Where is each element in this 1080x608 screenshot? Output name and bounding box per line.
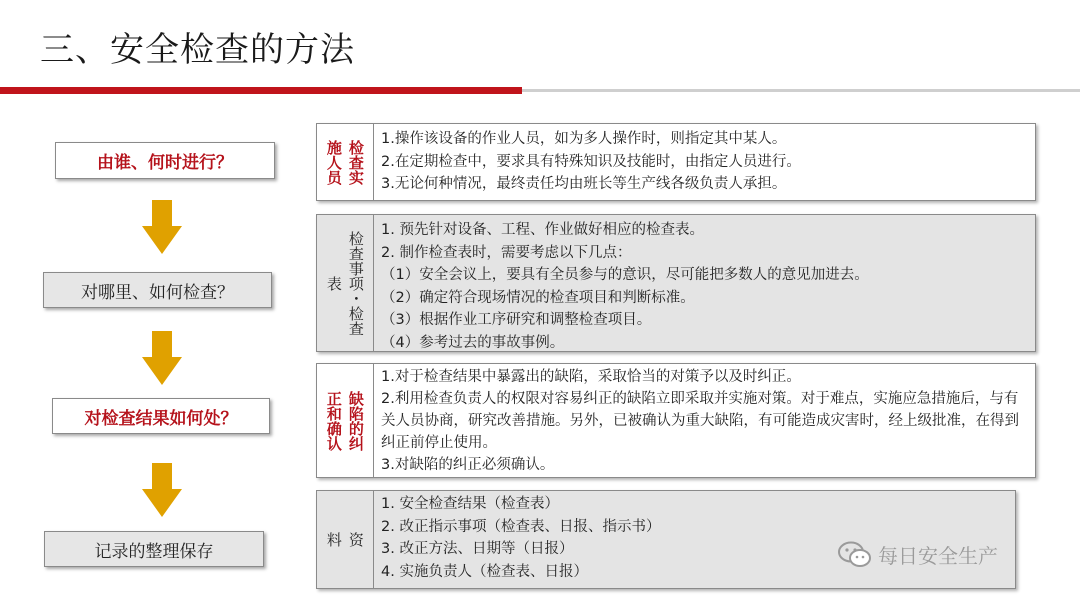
text-line: 1. 预先针对设备、工程、作业做好相应的检查表。 <box>381 222 704 238</box>
text-line: （4）参考过去的事故事例。 <box>381 334 565 351</box>
text-line: 2. 改正指示事项（检查表、日报、指示书） <box>381 518 661 535</box>
text-line: 4. 实施负责人（检查表、日报） <box>381 563 588 580</box>
box-text <box>381 128 1027 196</box>
text-line: 1.对于检查结果中暴露出的缺陷，采取恰当的对策予以及时纠正。 <box>381 369 801 385</box>
box-label: 料 <box>324 532 343 547</box>
step-label: 由谁、何时进行？ <box>97 153 233 173</box>
title-underline-red <box>0 87 522 94</box>
box-divider <box>373 364 374 477</box>
step-label: 对检查结果如何处？ <box>84 408 238 429</box>
box-label: 检查事项・检查 <box>346 230 365 336</box>
wechat-icon <box>838 541 872 569</box>
down-arrow-icon <box>142 331 182 385</box>
text-line: 2.在定期检查中，要求具有特殊知识及技能时，由指定人员进行。 <box>381 153 801 170</box>
box-checklist <box>316 214 1036 352</box>
box-label: 资 <box>346 532 365 547</box>
step-where-how <box>43 272 272 308</box>
box-divider <box>373 215 374 351</box>
box-divider <box>373 124 374 200</box>
text-line: （3）根据作业工序研究和调整检查项目。 <box>381 312 652 328</box>
text-line: 2. 制作检查表时，需要考虑以下几点： <box>381 244 632 261</box>
text-line: 1.操作该设备的作业人员，如为多人操作时，则指定其中某人。 <box>381 131 787 147</box>
box-text <box>381 493 1007 583</box>
box-label: 正和确认 <box>324 390 343 451</box>
step-records <box>44 531 264 567</box>
page-title: 三、安全检查的方法 <box>40 30 355 70</box>
watermark-text: 每日安全生产 <box>878 544 998 568</box>
text-line: 2.利用检查负责人的权限对容易纠正的缺陷立即采取并实施对策。对于难点，实施应急措施后，与有关人员协商，研究改善措施。另外，已被确认为重大缺陷，有可能造成灾害时，经上级批准，在得到纠正前停止使用。 <box>381 391 1019 451</box>
title-underline-gray <box>522 89 1080 92</box>
box-correction <box>316 363 1036 478</box>
step-handle-results <box>52 398 270 434</box>
down-arrow-icon <box>142 200 182 254</box>
text-line: 1. 安全检查结果（检查表） <box>381 496 559 512</box>
box-text <box>381 219 1027 354</box>
text-line: 3.无论何种情况，最终责任均由班长等生产线各级负责人承担。 <box>381 176 787 192</box>
down-arrow-icon <box>142 463 182 517</box>
box-text <box>381 366 1027 476</box>
step-label: 对哪里、如何检查？ <box>81 282 234 303</box>
watermark <box>838 540 998 569</box>
text-line: 3.对缺陷的纠正必须确认。 <box>381 457 555 473</box>
text-line: （2）确定符合现场情况的检查项目和判断标准。 <box>381 289 695 306</box>
box-implementer <box>316 123 1036 201</box>
step-label: 记录的整理保存 <box>94 541 214 562</box>
box-label: 缺陷的纠 <box>346 390 365 451</box>
step-who-when <box>55 142 275 179</box>
box-label: 施人员 <box>324 139 343 185</box>
text-line: （1）安全会议上，要具有全员参与的意识，尽可能把多数人的意见加进去。 <box>381 267 869 283</box>
text-line: 3. 改正方法、日期等（日报） <box>381 541 574 557</box>
box-label: 表 <box>324 275 343 291</box>
box-divider <box>373 491 374 588</box>
box-label: 检查实 <box>346 139 365 185</box>
